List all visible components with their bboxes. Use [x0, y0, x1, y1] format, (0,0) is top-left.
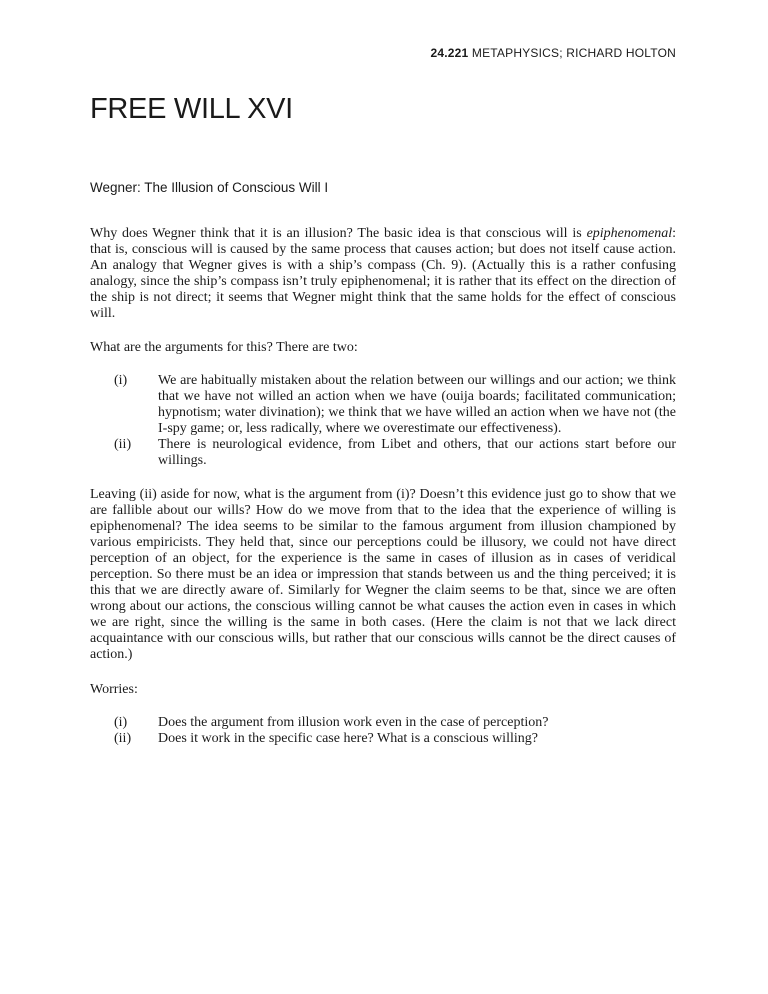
list-item-text: There is neurological evidence, from Libet and others, that our actions start before our willings. [158, 437, 676, 468]
arguments-lead-text: What are the arguments for this? There are two: [90, 340, 358, 355]
paragraph-worries-lead [90, 682, 676, 698]
arguments-list [90, 373, 676, 469]
worries-lead-text: Worries: [90, 682, 138, 697]
page-title: FREE WILL XVI [90, 93, 293, 125]
argument-from-illusion-text: Leaving (ii) aside for now, what is the argument from (i)? Doesn’t this evidence just go to show that we are fallible about our wills? How do we move from that to the idea that the experience of willing is epiphenomenal? The idea seems to be similar to the famous argument from illusion championed by various empiricists. They held that, since our perceptions could be illusory, we could not have direct perception of an object, for the experience is the same in cases of illusion as in cases of veridical perception. So there must be an idea or impression that stands between us and the thing perceived; it is this that we are directly aware of. Similarly for Wegner the claim seems to be that, since we are often wrong about our actions, the conscious willing cannot be what causes the action even in cases in which we are right, since the willing is the same in both cases. (Here the claim is not that we lack direct acquaintance with our conscious wills, but rather that our conscious wills cannot be the direct causes of action.) [90, 487, 676, 662]
course-number: 24.221 [430, 46, 469, 60]
list-item [90, 437, 676, 469]
list-item [90, 731, 676, 747]
section-heading: Wegner: The Illusion of Conscious Will I [90, 180, 329, 195]
paragraph-intro [90, 226, 676, 322]
list-item-number: (i) [114, 373, 128, 388]
list-item-number: (i) [114, 715, 128, 730]
paragraph-arguments-lead [90, 340, 676, 356]
list-item-number: (ii) [114, 731, 132, 746]
course-title-author: METAPHYSICS; RICHARD HOLTON [468, 46, 676, 60]
paragraph-intro-before: Why does Wegner think that it is an illusion? The basic idea is that conscious will is [90, 226, 587, 241]
paragraph-intro-emphasis: epiphenomenal [586, 226, 673, 241]
list-item [90, 373, 676, 437]
list-item-number: (ii) [114, 437, 132, 452]
paragraph-argument-from-illusion [90, 487, 676, 663]
paragraph-intro-after: : that is, conscious will is caused by the same process that causes action; but does not itself cause action. An analogy that Wegner gives is with a ship’s compass (Ch. 9). (Actually this is a rather confusing analogy, since the ship’s compass isn’t truly epiphenomenal; it is rather that its effect on the direction of the ship is not direct; it seems that Wegner might think that the same holds for the effect of conscious will. [90, 226, 676, 321]
course-header [430, 46, 676, 60]
list-item-text: Does it work in the specific case here? What is a conscious willing? [158, 731, 538, 746]
worries-list [90, 715, 676, 747]
list-item-text: Does the argument from illusion work even in the case of perception? [158, 715, 549, 730]
list-item-text: We are habitually mistaken about the relation between our willings and our action; we think that we have not willed an action when we have (ouija boards; facilitated communication; hypnotism; water divination); we think that we have willed an action when we have not (the I-spy game; or, less radically, where we overestimate our effectiveness). [158, 373, 676, 436]
list-item [90, 715, 676, 731]
